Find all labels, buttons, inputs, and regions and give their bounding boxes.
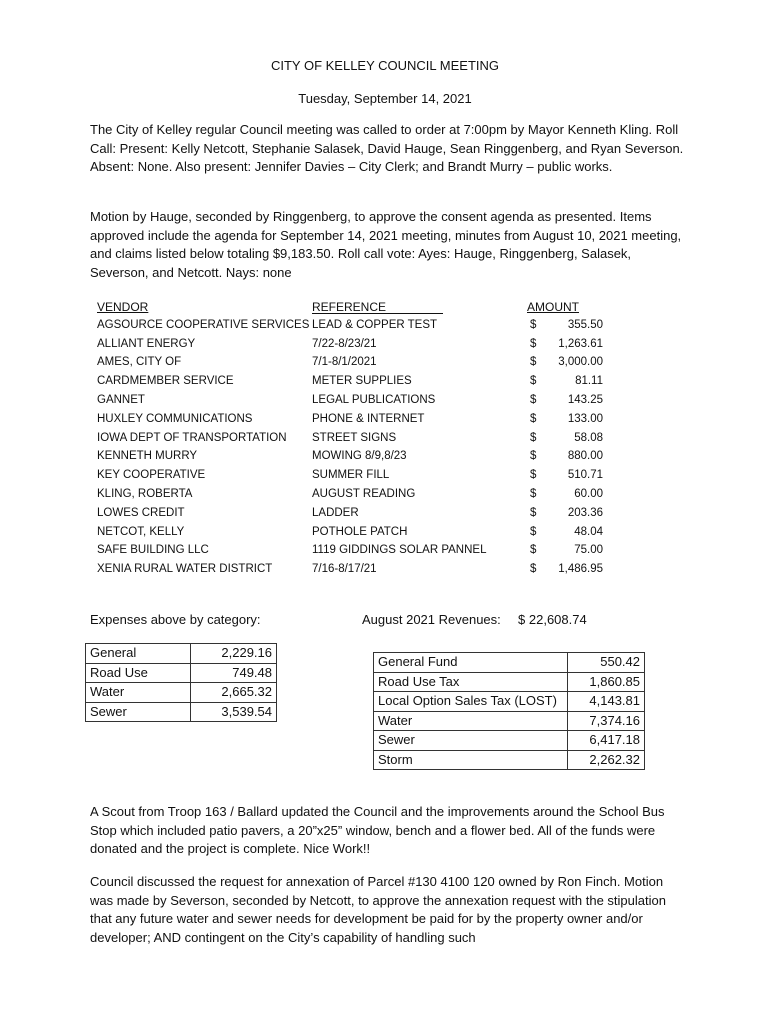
claim-vendor: KEY COOPERATIVE — [97, 469, 206, 482]
revenues-label — [362, 612, 587, 627]
expense-row — [86, 663, 277, 683]
claim-currency: $ — [530, 375, 537, 388]
revenues-table — [373, 652, 645, 770]
revenue-amount: 1,860.85 — [567, 672, 644, 692]
revenue-row — [374, 692, 645, 712]
vendor-header: VENDOR — [97, 300, 149, 314]
claim-vendor: AMES, CITY OF — [97, 356, 182, 369]
claim-amount: 203.36 — [567, 506, 603, 519]
revenue-category: Local Option Sales Tax (LOST) — [374, 692, 568, 712]
expenses-table — [85, 643, 277, 722]
claim-amount: 133.00 — [567, 412, 603, 425]
claim-reference: POTHOLE PATCH — [312, 525, 408, 538]
expense-row — [86, 702, 277, 722]
expense-amount: 2,229.16 — [191, 644, 277, 664]
revenue-amount: 2,262.32 — [567, 750, 644, 770]
reference-header: REFERENCE — [312, 300, 387, 314]
revenue-category: Storm — [374, 750, 568, 770]
claim-reference: METER SUPPLIES — [312, 375, 412, 388]
claim-amount: 60.00 — [574, 487, 603, 500]
claim-currency: $ — [530, 544, 537, 557]
claim-reference: LEGAL PUBLICATIONS — [312, 393, 436, 406]
claim-currency: $ — [530, 469, 537, 482]
revenue-row — [374, 653, 645, 673]
claim-vendor: NETCOT, KELLY — [97, 525, 185, 538]
expenses-label: Expenses above by category: — [90, 612, 261, 627]
claim-amount: 75.00 — [574, 544, 603, 557]
claim-amount: 1,263.61 — [558, 337, 603, 350]
claim-currency: $ — [530, 450, 537, 463]
scout-paragraph: A Scout from Troop 163 / Ballard updated the Council and the improvements around the School Bus Stop which included patio pavers, a 20”x25” window, bench and a flower bed. All of the funds were donated and the project is complete. Nice Work!! — [90, 804, 665, 856]
claim-vendor: LOWES CREDIT — [97, 506, 185, 519]
amount-header: AMOUNT — [527, 300, 579, 314]
claim-amount: 58.08 — [574, 431, 603, 444]
revenue-category: Sewer — [374, 731, 568, 751]
claim-currency: $ — [530, 487, 537, 500]
claim-reference: 7/1-8/1/2021 — [312, 356, 377, 369]
claim-vendor: ALLIANT ENERGY — [97, 337, 196, 350]
claim-currency: $ — [530, 356, 537, 369]
revenue-amount: 4,143.81 — [567, 692, 644, 712]
claim-currency: $ — [530, 525, 537, 538]
claim-currency: $ — [530, 563, 537, 576]
claim-vendor: CARDMEMBER SERVICE — [97, 375, 234, 388]
expense-amount: 3,539.54 — [191, 702, 277, 722]
claim-reference: LEAD & COPPER TEST — [312, 318, 438, 331]
claim-reference: 1119 GIDDINGS SOLAR PANNEL — [312, 544, 487, 557]
claim-currency: $ — [530, 506, 537, 519]
expense-amount: 749.48 — [191, 663, 277, 683]
revenue-row — [374, 672, 645, 692]
claim-reference: LADDER — [312, 506, 359, 519]
claim-amount: 143.25 — [567, 393, 603, 406]
annexation-paragraph: Council discussed the request for annexation of Parcel #130 4100 120 owned by Ron Finch. Motion was made by Severson, seconded by Netcott, to approve the annexation request with the stipulation that any future water and sewer needs for development be paid for by the property owner and/or developer; AND contingent on the City’s capability of handling such — [90, 874, 666, 945]
claim-vendor: IOWA DEPT OF TRANSPORTATION — [97, 431, 287, 444]
document-title: CITY OF KELLEY COUNCIL MEETING — [270, 58, 500, 73]
expense-category: Sewer — [86, 702, 191, 722]
meeting-date: Tuesday, September 14, 2021 — [298, 91, 472, 106]
claim-amount: 355.50 — [567, 318, 603, 331]
claim-currency: $ — [530, 412, 537, 425]
revenue-row — [374, 711, 645, 731]
revenue-category: Road Use Tax — [374, 672, 568, 692]
revenue-category: General Fund — [374, 653, 568, 673]
claim-reference: 7/16-8/17/21 — [312, 563, 377, 576]
claim-vendor: KLING, ROBERTA — [97, 487, 193, 500]
expense-row — [86, 644, 277, 664]
claim-amount: 3,000.00 — [558, 356, 603, 369]
expense-category: Road Use — [86, 663, 191, 683]
revenue-amount: 7,374.16 — [567, 711, 644, 731]
expense-amount: 2,665.32 — [191, 683, 277, 703]
claim-amount: 1,486.95 — [558, 563, 603, 576]
revenues-total: $ 22,608.74 — [518, 612, 587, 627]
expense-category: General — [86, 644, 191, 664]
claim-vendor: XENIA RURAL WATER DISTRICT — [97, 563, 273, 576]
claim-vendor: KENNETH MURRY — [97, 450, 198, 463]
claim-vendor: AGSOURCE COOPERATIVE SERVICES — [97, 318, 310, 331]
expense-row — [86, 683, 277, 703]
claim-amount: 880.00 — [567, 450, 603, 463]
claim-vendor: SAFE BUILDING LLC — [97, 544, 209, 557]
call-to-order-paragraph: The City of Kelley regular Council meeting was called to order at 7:00pm by Mayor Kenneth Kling. Roll Call: Present: Kelly Netcott, Stephanie Salasek, David Hauge, Sean Ringgenberg, and Ryan Severson. Absent: None. Also present: Jennifer Davies – City Clerk; and Brandt Murry – public works. — [90, 122, 684, 174]
consent-agenda-paragraph: Motion by Hauge, seconded by Ringgenberg, to approve the consent agenda as presented. Items approved include the agenda for September 14, 2021 meeting, minutes from August 10, 2021 meeting, and claims listed below totaling $9,183.50. Roll call vote: Ayes: Hauge, Ringgenberg, Salasek, Severson, and Netcott. Nays: none — [90, 209, 682, 280]
revenue-category: Water — [374, 711, 568, 731]
revenue-amount: 6,417.18 — [567, 731, 644, 751]
claim-reference: 7/22-8/23/21 — [312, 337, 377, 350]
expense-category: Water — [86, 683, 191, 703]
revenue-row — [374, 731, 645, 751]
claim-reference: SUMMER FILL — [312, 469, 390, 482]
claim-reference: AUGUST READING — [312, 487, 416, 500]
claim-reference: STREET SIGNS — [312, 431, 397, 444]
revenues-label-text: August 2021 Revenues: — [362, 612, 501, 627]
claim-currency: $ — [530, 393, 537, 406]
revenue-row — [374, 750, 645, 770]
claim-vendor: GANNET — [97, 393, 145, 406]
claim-reference: MOWING 8/9,8/23 — [312, 450, 407, 463]
claim-vendor: HUXLEY COMMUNICATIONS — [97, 412, 253, 425]
claim-currency: $ — [530, 337, 537, 350]
claim-currency: $ — [530, 431, 537, 444]
claim-reference: PHONE & INTERNET — [312, 412, 425, 425]
revenue-amount: 550.42 — [567, 653, 644, 673]
claim-currency: $ — [530, 318, 537, 331]
claim-amount: 510.71 — [567, 469, 603, 482]
claim-amount: 81.11 — [575, 375, 603, 388]
claim-amount: 48.04 — [574, 525, 603, 538]
